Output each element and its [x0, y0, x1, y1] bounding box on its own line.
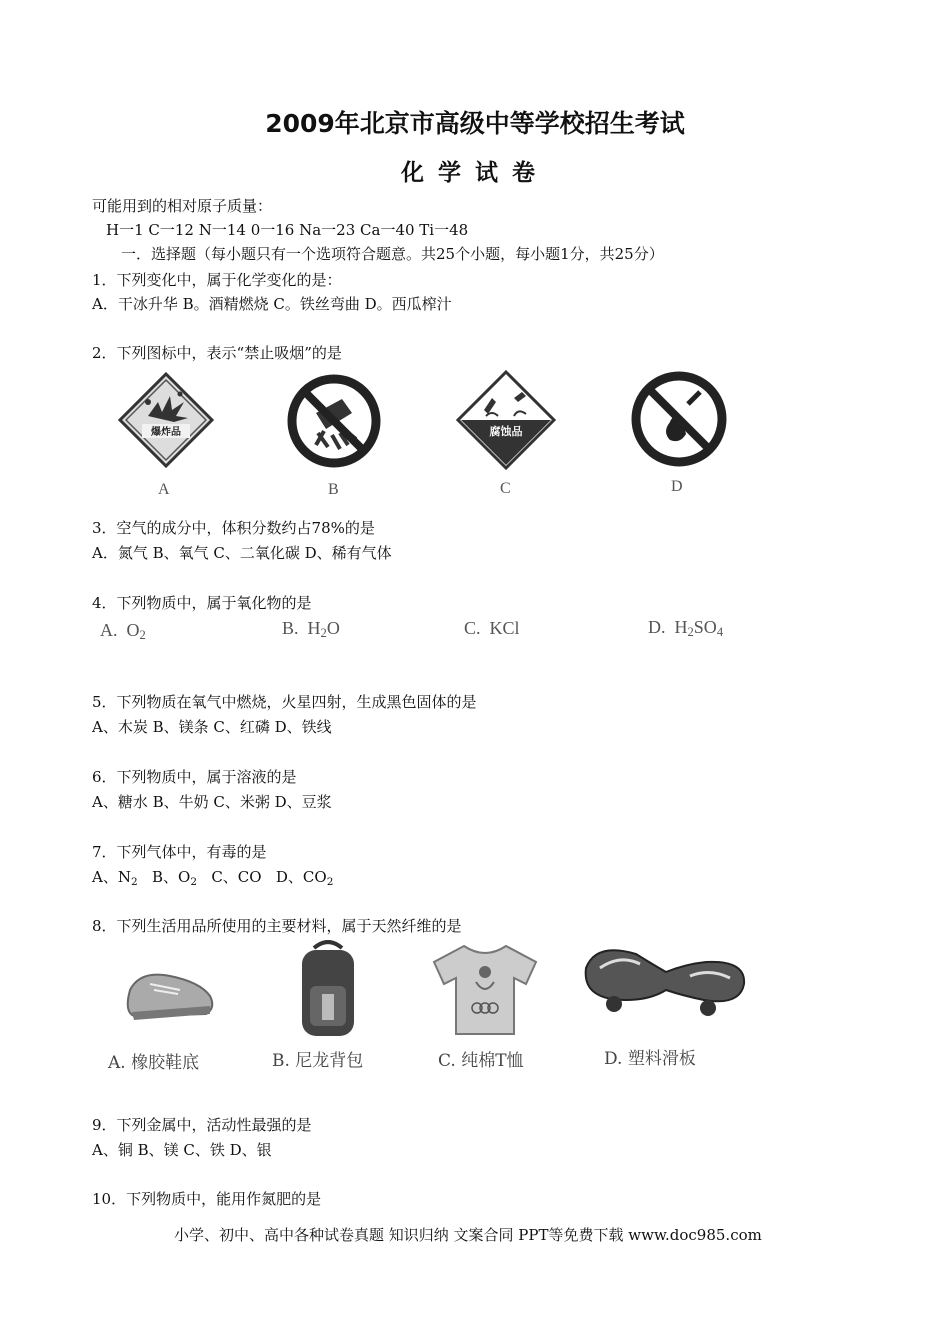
q6-stem: 6．下列物质中，属于溶液的是: [92, 768, 297, 786]
plastic-skateboard-icon: [580, 938, 750, 1022]
q7-options: A、$N_2$ B、$O_2$ C、CO D、$CO_2$: [92, 868, 334, 888]
q4-option-a: A. $O_2$: [100, 620, 146, 642]
q8-caption-b: B. 尼龙背包: [272, 1051, 364, 1071]
q4-option-c: C. KCl: [464, 618, 520, 638]
q5-options: A、木炭 B、镁条 C、红磷 D、铁线: [92, 718, 332, 736]
nylon-backpack-icon: [296, 940, 360, 1040]
explosive-sign-text: 爆炸品: [151, 427, 181, 438]
q4-option-b: B. $H_2O$: [282, 618, 340, 640]
rubber-shoe-icon: [120, 960, 220, 1030]
exam-title: 2009年北京市高级中等学校招生考试: [265, 109, 685, 138]
corrosive-sign-text: 腐蚀品: [489, 425, 523, 438]
q8-caption-c: C. 纯棉T恤: [438, 1051, 524, 1071]
q2-caption-b: B: [328, 481, 339, 498]
section-heading: 一．选择题（每小题只有一个选项符合题意。共25个小题，每小题1分，共25分）: [121, 245, 664, 263]
q2-caption-a: A: [158, 481, 170, 498]
atomic-mass-label: 可能用到的相对原子质量：: [92, 197, 273, 215]
q8-caption-d: D. 塑料滑板: [604, 1049, 696, 1069]
q7-stem: 7．下列气体中，有毒的是: [92, 843, 267, 861]
q2-caption-c: C: [500, 480, 511, 497]
cotton-tshirt-icon: [430, 942, 540, 1036]
q10-stem: 10．下列物质中，能用作氮肥的是: [92, 1190, 322, 1208]
q1-stem: 1．下列变化中，属于化学变化的是：: [92, 271, 342, 289]
q4-option-d: D. $H_2SO_4$: [648, 617, 724, 639]
q6-options: A、糖水 B、牛奶 C、米粥 D、豆浆: [92, 793, 332, 811]
q5-stem: 5．下列物质在氧气中燃烧，火星四射，生成黑色固体的是: [92, 693, 477, 711]
q9-stem: 9．下列金属中，活动性最强的是: [92, 1116, 312, 1134]
no-smoking-sign-icon: [630, 370, 728, 468]
q2-caption-d: D: [671, 478, 683, 495]
explosive-sign-icon: [118, 372, 214, 468]
q2-stem: 2．下列图标中，表示“禁止吸烟”的是: [92, 344, 342, 362]
q8-stem: 8．下列生活用品所使用的主要材料，属于天然纤维的是: [92, 917, 462, 935]
q3-stem: 3．空气的成分中，体积分数约占78%的是: [92, 519, 375, 537]
q4-stem: 4．下列物质中，属于氧化物的是: [92, 594, 312, 612]
no-fireworks-sign-icon: [286, 373, 382, 469]
corrosive-sign-icon: [456, 370, 556, 470]
exam-subtitle: 化学试卷: [401, 160, 549, 186]
atomic-mass-list: H一1 C一12 N一14 0一16 Na一23 Ca一40 Ti一48: [106, 221, 469, 239]
q1-options: A．干冰升华 B。酒精燃烧 C。铁丝弯曲 D。西瓜榨汁: [92, 295, 452, 313]
q9-options: A、铜 B、镁 C、铁 D、银: [92, 1141, 272, 1159]
q8-caption-a: A. 橡胶鞋底: [108, 1053, 200, 1073]
q3-options: A．氮气 B、氧气 C、二氧化碳 D、稀有气体: [92, 544, 392, 562]
page-footer: 小学、初中、高中各种试卷真题 知识归纳 文案合同 PPT等免费下载 www.doc985.com: [174, 1226, 762, 1244]
